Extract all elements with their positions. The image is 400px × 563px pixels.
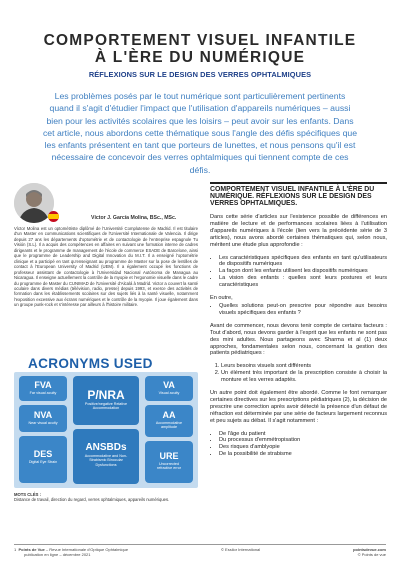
list-item: • La façon dont les enfants utilisent les dispositifs numériques — [219, 268, 387, 275]
list-item: • Les caractéristiques spécifiques des enfants en tant qu'utilisateurs de dispositifs numériques — [219, 255, 387, 269]
list-item: • Du processus d'emmétropisation — [219, 437, 387, 444]
acronym-va — [145, 376, 193, 401]
paragraph: En outre, — [210, 295, 233, 302]
list-item: 2. Un élément très important de la prescription consiste à choisir la monture et les verres adaptés. — [221, 370, 387, 384]
bullet-list — [210, 303, 387, 317]
list-item: 1. Leurs besoins visuels sont différents — [221, 363, 387, 370]
subtitle: RÉFLEXIONS SUR LE DESIGN DES VERRES OPHTALMIQUES — [88, 70, 312, 79]
acronym-desc: Far visual acuity — [29, 391, 57, 395]
paragraph: Avant de commencer, nous devons tenir compte de certains facteurs : Tout d'abord, nous devons garder à l'esprit que les enfants ne sont pas des mini adultes. Nous partageons avec Sharma et al (1) deux approches, fondamentales selon nous, concernant la gestion des patients pédiatriques : — [210, 322, 387, 357]
acronym-code: DES — [33, 449, 53, 459]
acronym-desc: Accommodative amplitude — [155, 421, 183, 430]
title-line-2: À L'ÈRE DU NUMÉRIQUE — [94, 49, 306, 66]
list-item: • De l'âge du patient — [219, 431, 387, 438]
acronym-desc: Digital Eye Strain — [28, 460, 58, 464]
acronym-code: VA — [163, 380, 175, 390]
title-line-1: COMPORTEMENT VISUEL INFANTILE — [43, 32, 357, 49]
list-item: • La vision des enfants : quelles sont leurs postures et leurs caractéristiques — [219, 275, 387, 289]
acronym-code: URE — [159, 451, 179, 461]
copyright: © Essilor International — [220, 547, 261, 552]
acronym-ure — [145, 441, 193, 483]
article-body — [210, 186, 387, 464]
acronym-nva — [19, 405, 67, 432]
paragraph: Un autre point doit également être abordé. Comme le font remarquer certaines directives sur les prescriptions pédiatriques (2), la décision de prescrire une correction après avoir détecté la présence d'un défaut de réfraction est déterminée par une série de facteurs largement reconnus et peu sujets au débat. Il s'agit notamment : — [210, 390, 387, 424]
intro-paragraph: Les problèmes posés par le tout numérique sont particulièrement pertinents quand il s'agit d'étudier l'impact que l'utilisation d'appareils numériques – aussi bien pour les activités scolaires que les loisirs – peut avoir sur les enfants. Dans cet article, nous abordons cette thématique sous l'angle des défis spécifiques que les enfants présentent en tant que porteurs de lunettes, et nous pensons qu'il est nécessaire de concevoir des verres ophtalmiques qui tiennent compte de ces défis. — [42, 91, 358, 175]
list-item: • De la possibilité de strabisme — [219, 451, 387, 458]
acronym-desc: Accommodative and Non-Strabismic Binocular Dysfunctions — [84, 454, 128, 467]
spain-flag-icon — [48, 211, 59, 222]
acronym-code: FVA — [34, 380, 52, 390]
bullet-list — [210, 255, 387, 290]
site-copyright: © Points de vue — [357, 552, 386, 557]
journal-name: Points de Vue — [18, 547, 45, 552]
bullet-list — [210, 431, 387, 459]
acronym-desc: Uncorrected refractive error — [157, 462, 181, 471]
acronym-fva — [19, 376, 67, 401]
author-name: Víctor J. García Molina, BSc., MSc. — [91, 215, 177, 221]
acronyms-title: ACRONYMS USED — [28, 356, 153, 371]
acronym-aa — [145, 405, 193, 437]
acronym-desc: Near visual acuity — [28, 421, 58, 425]
author-bio: Víctor Molina est un optométriste diplômé de l'Université Complutense de Madrid. Il est titulaire d'un Master en communications scientifiques de l'Université Internationale de Valencia. Il dirige depuis 27 ans les départements d'optométrie et de contactologie de l'entreprise espagnole Tu Visión (S.L). Il a acquis des compétences en affaires en suivant une formation interne de cadres dirigeants et le programme de management de l'école de commerce ESADE de Barcelone, ainsi que le programme de Leadership and Digital Innovation du M.I.T. Il a enseigné l'optométrie clinique et a participé en tant qu'enseignant au programme de Master sur la pose de lentilles de contact à l'European University of Madrid (UEM). Il a également occupé les fonctions de professeur assistant de contactologie à l'Universidad Nacional Autónoma de Managua au Nicaragua. Il enseigne actuellement la contrôle de la myopie et l'ergonomie visuelle dans le cadre du programme de Master du CUNIMAD de l'Université d'Alcalá à Madrid. Victor a couvert la santé oculaire dans divers médias (télévision, radio, presse) depuis 1993, et exerce des activités de formation dans les établissements scolaires sur des sujets liés à la santé visuelle, notamment l'exposition excessive aux écrans numériques et le contrôle de la myopie. Il joue également dans un groupe punk-rock et s'intéresse par ailleurs à l'histoire militaire. — [14, 226, 198, 308]
acronym-code: NVA — [33, 410, 53, 420]
acronym-des — [19, 436, 67, 483]
acronym-code: ANSBDs — [85, 442, 127, 453]
page-footer — [14, 544, 386, 557]
column-rule — [210, 182, 387, 184]
journal-line: – Revue Internationale d'Optique Ophtalmique — [45, 547, 129, 552]
paragraph: Dans cette série d'articles sur l'existence possible de différences en matière de lecture et de performances scolaires liées à l'utilisation d'appareils numériques à l'école (lien vers la précédente série de 3 articles), nous avons abordé certaines thématiques qui, selon nous, méritent une étude plus approfondie : — [210, 214, 387, 248]
publication-line: publication en ligne – décembre 2021 — [24, 552, 91, 557]
page-number: 1 — [14, 547, 17, 552]
keywords — [14, 492, 198, 503]
numbered-list — [210, 363, 387, 384]
list-item: • Quelles solutions peut-on prescrire pour répondre aux besoins visuels spécifiques des enfants ? — [219, 303, 387, 317]
acronym-code: AA — [162, 410, 176, 420]
list-item: • Des risques d'amblyopie — [219, 444, 387, 451]
acronym-code: P/NRA — [87, 388, 125, 402]
acronym-ansbds — [73, 429, 139, 484]
acronym-desc: Positive/negative Relative Accommodation — [84, 402, 128, 411]
site-link[interactable]: pointsdevue.com — [353, 547, 386, 552]
keywords-text: Distance de travail, direction du regard, verres ophtalmiques, appareils numériques. — [14, 497, 170, 503]
article-heading: COMPORTEMENT VISUEL INFANTILE À L'ÈRE DU NUMÉRIQUE. RÉFLEXIONS SUR LE DESIGN DES VERRES OPHTALMIQUES. — [210, 186, 375, 207]
acronyms-panel — [14, 372, 198, 488]
acronym-desc: Visual acuity — [158, 391, 180, 395]
keywords-label: MOTS CLÉS : — [14, 492, 41, 497]
acronym-pnra — [73, 376, 139, 425]
